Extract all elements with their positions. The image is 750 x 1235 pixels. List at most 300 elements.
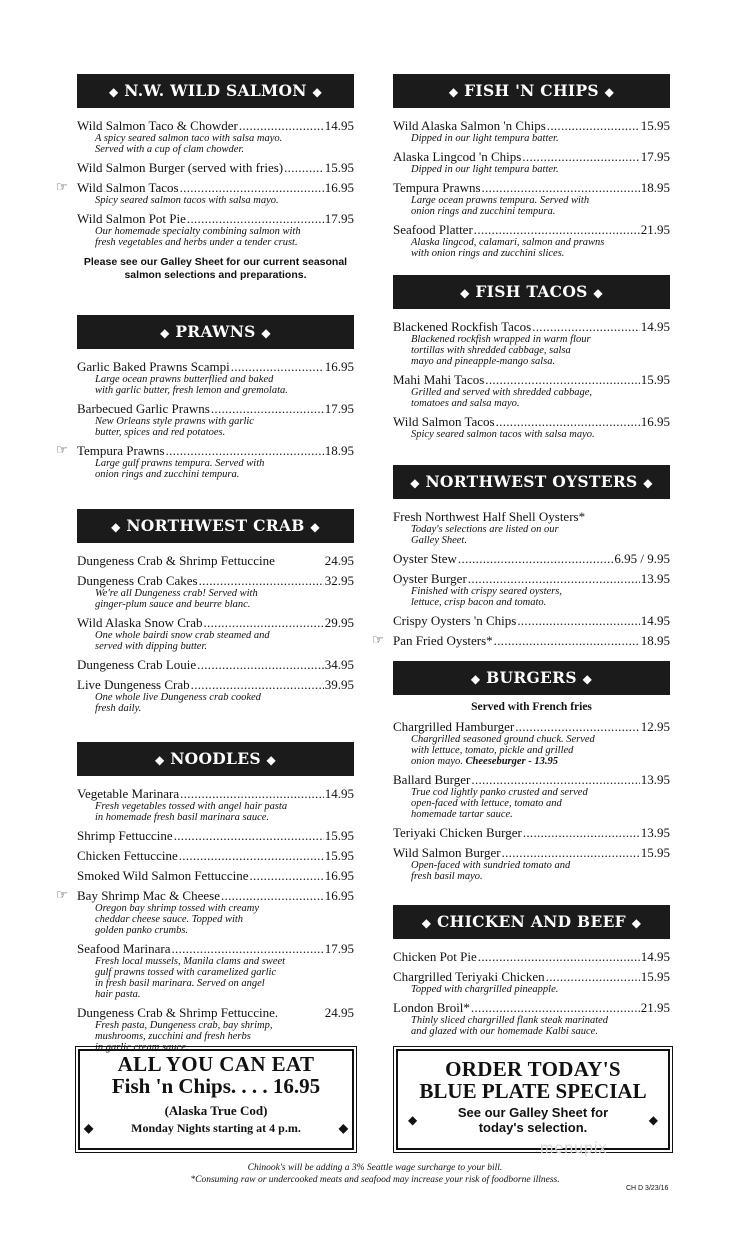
diamond-icon: ◆ [421, 916, 432, 930]
diamond-icon: ◆ [111, 520, 121, 534]
menu-item-price: 16.95 [640, 414, 670, 429]
menu-item-description: Chargrilled seasoned ground chuck. Served [411, 734, 595, 745]
menu-item-line [77, 1006, 354, 1020]
menu-item-description: Served with a cup of clam chowder. [95, 144, 245, 155]
dot-leader [239, 119, 324, 133]
menu-item [393, 119, 670, 144]
section-header [393, 465, 670, 499]
menu-item-line [77, 360, 354, 374]
pointing-hand-icon: ☞ [56, 179, 68, 194]
menu-item-description: Dipped in our light tempura batter. [411, 133, 559, 144]
menu-item-line [393, 773, 670, 787]
menu-item-description: onion rings and zucchini tempura. [411, 206, 556, 217]
menu-item [77, 402, 354, 438]
menu-item-description: in garlic cream sauce. [95, 1042, 189, 1053]
menu-item-description: We're all Dungeness crab! Served with [95, 588, 258, 599]
section-chicken-and-beef [393, 905, 670, 1043]
diamond-icon: ◆ [261, 326, 271, 340]
menu-item [77, 616, 354, 652]
dot-leader [517, 614, 639, 628]
menu-item [77, 360, 354, 396]
section-title: NORTHWEST OYSTERS [425, 472, 638, 491]
section-northwest-oysters [372, 465, 670, 654]
blue-plate-line2: BLUE PLATE SPECIAL [419, 1079, 647, 1103]
menu-item-description: Blackened rockfish wrapped in warm flour [411, 334, 591, 345]
menu-code: CH D 3/23/16 [626, 1185, 669, 1192]
menu-item-line [56, 442, 354, 458]
menu-item-name: Wild Salmon Pot Pie [77, 211, 186, 226]
menu-item [77, 942, 354, 1000]
pointing-hand-icon: ☞ [372, 632, 384, 647]
section-subtitle: Served with French fries [471, 701, 592, 713]
diamond-icon: ◆ [448, 85, 459, 99]
diamond-icon: ◆ [460, 286, 470, 300]
menu-item [393, 970, 670, 995]
section-title: FISH 'N CHIPS [464, 81, 599, 100]
menu-item-name: Dungeness Crab Louie [77, 657, 197, 672]
section-header [77, 742, 354, 776]
cheeseburger-price: Cheeseburger - 13.95 [465, 756, 559, 767]
menu-item-description: Dipped in our light tempura batter. [411, 164, 559, 175]
menu-item-name: Ballard Burger [393, 772, 471, 787]
blue-plate-note-row [398, 1105, 668, 1135]
section-note-line: salmon selections and preparations. [124, 269, 307, 281]
menu-item-price: 13.95 [640, 571, 670, 586]
diamond-icon: ◆ [410, 476, 420, 490]
diamond-icon: ◆ [312, 85, 322, 99]
menu-item [393, 720, 670, 767]
menu-item-name: Live Dungeness Crab [77, 677, 190, 692]
menu-item-name: Dungeness Crab & Shrimp Fettuccine [77, 553, 275, 568]
menu-item [77, 829, 354, 843]
menu-item-line [393, 415, 670, 429]
dot-leader [478, 950, 640, 964]
dot-leader [515, 720, 640, 734]
menu-item-description: Our homemade specialty combining salmon with [95, 226, 301, 237]
section-fish-n-chips [393, 74, 670, 265]
footer-surcharge-note: Chinook's will be adding a 3% Seattle wage surcharge to your bill. [247, 1163, 503, 1173]
menu-item-line [393, 1001, 670, 1015]
menu-item-name: Oyster Burger [393, 571, 467, 586]
menu-item-list [56, 118, 354, 248]
ayce-offer: Fish 'n Chips. . . . 16.95 [111, 1074, 321, 1098]
dot-leader [180, 181, 324, 195]
menu-item-list [393, 950, 670, 1037]
menu-item [393, 950, 670, 964]
menu-item-line [393, 846, 670, 860]
menu-item [77, 574, 354, 610]
dot-leader [197, 658, 324, 672]
diamond-icon: ◆ [648, 1113, 658, 1127]
menu-item-description: Large ocean prawns tempura. Served with [411, 195, 590, 206]
menu-item-line [77, 554, 354, 568]
section-header [393, 275, 670, 309]
dot-leader [249, 869, 323, 883]
menu-item-price: 14.95 [324, 786, 354, 801]
dot-leader [284, 161, 324, 175]
section-title: BURGERS [486, 668, 577, 687]
menu-item-line [393, 150, 670, 164]
diamond-icon: ◆ [408, 1113, 418, 1127]
menu-item [393, 373, 670, 409]
dot-leader [502, 846, 640, 860]
menu-item-description: Fresh vegetables tossed with angel hair pasta [95, 801, 288, 812]
menu-item-description: Finished with crispy seared oysters, [411, 586, 562, 597]
menu-item-price: 29.95 [324, 615, 354, 630]
menu-item-description: Oregon bay shrimp tossed with creamy [95, 903, 259, 914]
menu-item [77, 869, 354, 883]
dot-leader [471, 773, 639, 787]
menu-item-line [77, 869, 354, 883]
menu-item-line [393, 510, 670, 524]
menu-item [56, 887, 354, 936]
menu-item [393, 1001, 670, 1037]
menu-item [372, 632, 670, 648]
section-prawns [56, 315, 354, 486]
menu-item-name: Wild Salmon Burger (served with fries) [77, 160, 284, 175]
menu-item [393, 510, 670, 546]
menu-item [77, 212, 354, 248]
menu-item-name: Oyster Stew [393, 551, 457, 566]
menu-item-price: 15.95 [324, 160, 354, 175]
menu-item-description: fresh basil mayo. [411, 871, 483, 882]
menu-item-name: Garlic Baked Prawns Scampi [77, 359, 230, 374]
dot-leader [221, 889, 324, 903]
menu-item-name: Seafood Platter [393, 222, 473, 237]
menu-item-description: lettuce, crisp bacon and tomato. [411, 597, 547, 608]
menu-item-description: gulf prawns tossed with caramelized garlic [95, 967, 277, 978]
section-title: CHICKEN AND BEEF [437, 912, 626, 931]
dot-leader [468, 572, 640, 586]
section-note-line: Please see our Galley Sheet for our current seasonal [83, 256, 348, 268]
blue-plate-note [458, 1105, 608, 1135]
dot-leader [474, 223, 640, 237]
menu-item-line [56, 179, 354, 195]
menu-item-list [56, 359, 354, 480]
menu-item-price: 16.95 [324, 180, 354, 195]
menu-item [393, 415, 670, 440]
menu-item [393, 846, 670, 882]
diamond-icon: ◆ [604, 85, 615, 99]
menu-item-description: mayo and pineapple-mango salsa. [411, 356, 556, 367]
menu-item-line [393, 223, 670, 237]
menu-item-description: Thinly sliced chargrilled flank steak marinated [411, 1015, 609, 1026]
menu-item-price: 17.95 [324, 401, 354, 416]
section-salmon [56, 74, 354, 282]
menu-item [393, 181, 670, 217]
menu-item-description: with lettuce, tomato, pickle and grilled [411, 745, 574, 756]
diamond-icon: ◆ [631, 916, 642, 930]
menu-item-line [77, 849, 354, 863]
menu-item-description: Open-faced with sundried tomato and [411, 860, 571, 871]
menu-item-description-text: onion mayo. [411, 756, 463, 767]
menu-item-description: Topped with chargrilled pineapple. [411, 984, 559, 995]
menu-item-name: Wild Salmon Tacos [393, 414, 495, 429]
section-title: NOODLES [170, 749, 261, 768]
menu-item-name: Wild Alaska Salmon 'n Chips [393, 118, 546, 133]
menu-item-description: Spicy seared salmon tacos with salsa mayo. [95, 195, 279, 206]
menu-item-name: Pan Fried Oysters* [393, 633, 493, 648]
menu-item [393, 773, 670, 820]
menu-item-price: 32.95 [324, 573, 354, 588]
menu-item-line [77, 787, 354, 801]
menu-item-description: One whole live Dungeness crab cooked [95, 692, 261, 703]
menu-item-price: 13.95 [640, 772, 670, 787]
dot-leader [458, 552, 613, 566]
dot-leader [231, 360, 324, 374]
menu-item-name: Bay Shrimp Mac & Cheese [77, 888, 220, 903]
diamond-icon: ◆ [160, 326, 170, 340]
dot-leader [532, 320, 640, 334]
menu-item-description: Large ocean prawns butterflied and baked [95, 374, 274, 385]
menu-item-price: 15.95 [324, 828, 354, 843]
menu-item-name: Fresh Northwest Half Shell Oysters* [393, 509, 586, 524]
menu-item [77, 119, 354, 155]
menu-item-price: 16.95 [324, 888, 354, 903]
menu-item [77, 161, 354, 175]
menu-item-list [393, 119, 670, 259]
ayce-schedule: Monday Nights starting at 4 p.m. [131, 1121, 301, 1135]
menu-item-name: Chargrilled Teriyaki Chicken [393, 969, 545, 984]
menu-item-description: tortillas with shredded cabbage, salsa [411, 345, 571, 356]
menu-item [393, 572, 670, 608]
menu-item-price: 17.95 [640, 149, 670, 164]
menu-item-name: Shrimp Fettuccine [77, 828, 173, 843]
dot-leader [199, 574, 324, 588]
menu-item-price: 18.95 [640, 180, 670, 195]
menu-item [77, 1006, 354, 1053]
diamond-icon: ◆ [338, 1121, 348, 1135]
menu-item-line [393, 181, 670, 195]
dot-leader [211, 402, 324, 416]
menu-item-name: Chicken Fettuccine [77, 848, 178, 863]
menu-item-description: served with dipping butter. [95, 641, 207, 652]
menu-item-name: Chargrilled Hamburger [393, 719, 515, 734]
menu-item-description: homemade tartar sauce. [411, 809, 513, 820]
menu-item-line [77, 829, 354, 843]
menu-item-line [393, 552, 670, 566]
blue-plate-note-line2: today's selection. [478, 1120, 588, 1135]
menu-item-name: Dungeness Crab & Shrimp Fettuccine. [77, 1005, 279, 1020]
dot-leader [494, 634, 640, 648]
menu-item-name: London Broil* [393, 1000, 470, 1015]
pointing-hand-icon: ☞ [56, 887, 68, 902]
menu-item-description: ginger-plum sauce and beurre blanc. [95, 599, 251, 610]
menu-item-description: in homemade fresh basil marinara sauce. [95, 812, 270, 823]
menu-item [56, 179, 354, 206]
menu-item-description: fresh vegetables and herbs under a tender crust. [95, 237, 298, 248]
menu-item-price: 14.95 [640, 949, 670, 964]
pointing-hand-icon: ☞ [56, 442, 68, 457]
menu-item-name: Teriyaki Chicken Burger [393, 825, 522, 840]
diamond-icon: ◆ [154, 753, 165, 767]
menu-item-list [77, 554, 354, 714]
menu-item-description: fresh daily. [95, 703, 142, 714]
all-you-can-eat-box [78, 1049, 354, 1150]
menu-item-description: A spicy seared salmon taco with salsa mayo. [95, 133, 283, 144]
menu-item-description: tomatoes and salsa mayo. [411, 398, 520, 409]
menu-item-price: 18.95 [640, 633, 670, 648]
menu-item-price: 12.95 [640, 719, 670, 734]
diamond-icon: ◆ [266, 753, 277, 767]
section-title: NORTHWEST CRAB [126, 516, 305, 535]
blue-plate-note-line1: See our Galley Sheet for [457, 1105, 609, 1120]
menu-item-description: Grilled and served with shredded cabbage, [411, 387, 592, 398]
menu-item-line [77, 678, 354, 692]
section-noodles [56, 742, 354, 1059]
menu-item-line [393, 720, 670, 734]
menu-item-price: 15.95 [324, 848, 354, 863]
section-header [393, 661, 670, 695]
dot-leader [485, 373, 639, 387]
menu-item [77, 849, 354, 863]
menu-item-list [393, 720, 670, 882]
menu-item-description: open-faced with lettuce, tomato and [411, 798, 562, 809]
menu-item-line [77, 658, 354, 672]
dot-leader [180, 787, 324, 801]
dot-leader [482, 181, 640, 195]
dot-leader [191, 678, 324, 692]
menu-item [77, 678, 354, 714]
menu-item-line [393, 614, 670, 628]
ayce-fish-type: (Alaska True Cod) [164, 1103, 268, 1118]
menu-item-price: 24.95 [324, 553, 354, 568]
menu-item-price: 6.95 / 9.95 [614, 551, 670, 566]
dot-leader [187, 212, 324, 226]
menu-item-list [393, 320, 670, 440]
menu-item [77, 658, 354, 672]
menu-item-name: Chicken Pot Pie [393, 949, 477, 964]
menu-item [393, 826, 670, 840]
section-header [77, 315, 354, 349]
menu-item-name: Barbecued Garlic Prawns [77, 401, 210, 416]
menu-item-line [77, 402, 354, 416]
menu-item-name: Alaska Lingcod 'n Chips [393, 149, 522, 164]
menu-item-line [393, 119, 670, 133]
menu-item-description: Large gulf prawns tempura. Served with [95, 458, 265, 469]
menu-item-description: onion rings and zucchini tempura. [95, 469, 240, 480]
menu-item [56, 442, 354, 480]
diamond-icon: ◆ [582, 672, 593, 686]
section-header [393, 74, 670, 108]
menu-item-name: Wild Salmon Taco & Chowder [77, 118, 238, 133]
dot-leader [522, 150, 639, 164]
menu-item-description: with onion rings and zucchini slices. [411, 248, 565, 259]
menu-item-line [393, 572, 670, 586]
dot-leader [204, 616, 324, 630]
section-fish-tacos [393, 275, 670, 446]
footer-consumption-warning: *Consuming raw or undercooked meats and seafood may increase your risk of foodborne illness. [190, 1175, 560, 1185]
section-note [77, 256, 354, 282]
menu-item-description: New Orleans style prawns with garlic [95, 416, 254, 427]
menu-item-price: 21.95 [640, 1000, 670, 1015]
dot-leader [179, 849, 324, 863]
menu-item-description: True cod lightly panko crusted and served [411, 787, 588, 798]
diamond-icon: ◆ [109, 85, 119, 99]
menu-item-line [393, 970, 670, 984]
section-crab [77, 509, 354, 720]
section-burgers [393, 661, 670, 888]
menu-item-description: mushrooms, zucchini and fresh herbs [95, 1031, 251, 1042]
dot-leader [546, 970, 640, 984]
menu-item-price: 16.95 [324, 868, 354, 883]
menu-item-price: 17.95 [324, 941, 354, 956]
menu-item-name: Blackened Rockfish Tacos [393, 319, 532, 334]
menu-item-price: 14.95 [640, 613, 670, 628]
menu-item-price: 39.95 [324, 677, 354, 692]
section-header [393, 905, 670, 939]
dot-leader [172, 942, 324, 956]
menu-item-description: in fresh basil marinara. Served on angel [95, 978, 265, 989]
menu-item-name: Tempura Prawns [393, 180, 481, 195]
menu-item-price: 14.95 [640, 319, 670, 334]
dot-leader [547, 119, 640, 133]
menu-item-price: 15.95 [640, 372, 670, 387]
menu-item-description: hair pasta. [95, 989, 141, 1000]
menu-item-name: Wild Salmon Burger [393, 845, 501, 860]
dot-leader [496, 415, 640, 429]
menu-item-line [56, 887, 354, 903]
menu-item-description: One whole bairdi snow crab steamed and [95, 630, 270, 641]
section-header [77, 74, 354, 108]
menu-item [77, 787, 354, 823]
dot-leader [166, 444, 324, 458]
blue-plate-special-box [396, 1049, 670, 1150]
menu-item-description: butter, spices and red potatoes. [95, 427, 226, 438]
menu-item-price: 17.95 [324, 211, 354, 226]
menu-item-line [77, 161, 354, 175]
ayce-schedule-row [80, 1120, 352, 1136]
menu-item-name: Dungeness Crab Cakes [77, 573, 198, 588]
menu-item-description: Spicy seared salmon tacos with salsa mayo. [411, 429, 595, 440]
watermark: menupix [540, 1140, 608, 1157]
menu-item-price: 24.95 [324, 1005, 354, 1020]
menu-item-list [56, 786, 354, 1053]
menu-item-line [393, 373, 670, 387]
menu-item-name: Crispy Oysters 'n Chips [393, 613, 517, 628]
menu-item-description: Alaska lingcod, calamari, salmon and prawns [411, 237, 605, 248]
menu-item-description: golden panko crumbs. [95, 925, 189, 936]
menu-item-name: Seafood Marinara [77, 941, 171, 956]
menu-item-price: 13.95 [640, 825, 670, 840]
section-header [77, 509, 354, 543]
blue-plate-line1: ORDER TODAY'S [445, 1057, 621, 1081]
menu-item-description: Today's selections are listed on our [411, 524, 559, 535]
menu-item-description: Fresh pasta, Dungeness crab, bay shrimp, [95, 1020, 273, 1031]
menu-item-description [411, 756, 670, 767]
section-title: FISH TACOS [475, 282, 588, 301]
diamond-icon: ◆ [470, 672, 481, 686]
menu-item-list [372, 509, 670, 648]
menu-item [393, 223, 670, 259]
menu-item-description: with garlic butter, fresh lemon and gremolata. [95, 385, 288, 396]
menu-item-line [77, 212, 354, 226]
menu-item-price: 34.95 [324, 657, 354, 672]
menu-item-name: Mahi Mahi Tacos [393, 372, 485, 387]
menu-item [393, 150, 670, 175]
menu-item-name: Vegetable Marinara [77, 786, 180, 801]
diamond-icon: ◆ [643, 476, 653, 490]
menu-item-price: 15.95 [640, 845, 670, 860]
dot-leader [523, 826, 640, 840]
menu-item-line [77, 119, 354, 133]
dot-leader [174, 829, 324, 843]
menu-item-price: 15.95 [640, 118, 670, 133]
diamond-icon: ◆ [84, 1121, 94, 1135]
menu-item-price: 14.95 [324, 118, 354, 133]
section-title: N.W. WILD SALMON [124, 81, 307, 100]
menu-item-price: 16.95 [324, 359, 354, 374]
